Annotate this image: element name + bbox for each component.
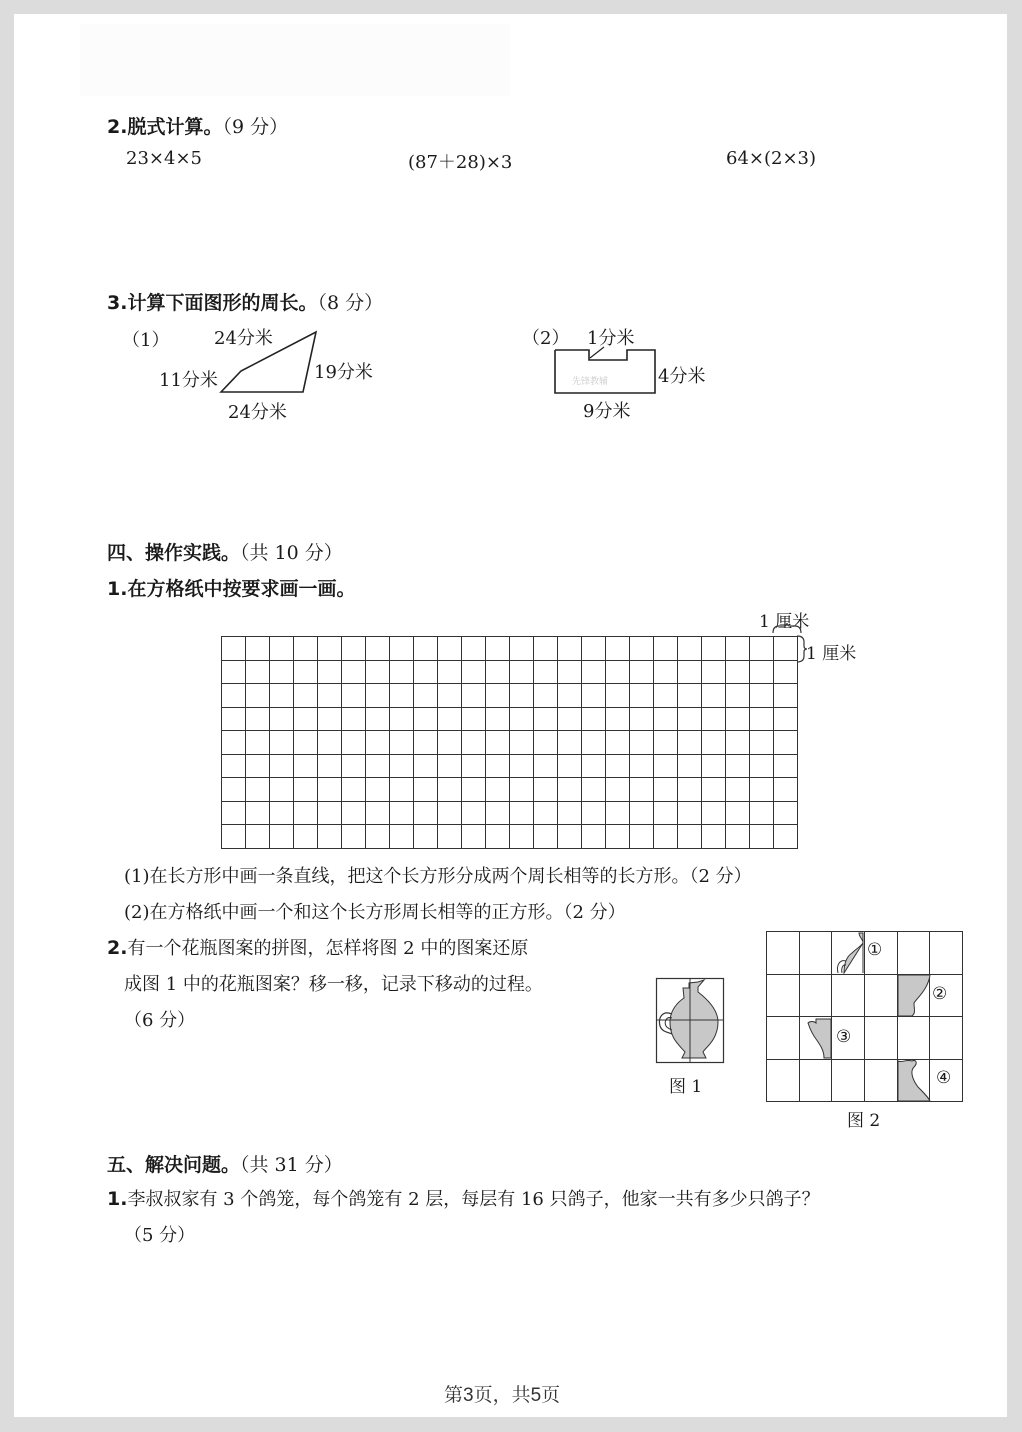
grid-cell[interactable] [462, 802, 486, 826]
grid-cell[interactable] [726, 637, 750, 661]
grid-cell[interactable] [390, 661, 414, 685]
grid-cell[interactable] [486, 661, 510, 685]
grid-cell[interactable] [774, 684, 798, 708]
grid-cell[interactable] [774, 755, 798, 779]
grid-cell[interactable] [246, 637, 270, 661]
grid-cell[interactable] [606, 778, 630, 802]
question-points: （9 分） [222, 116, 289, 138]
grid-cell[interactable] [582, 825, 606, 849]
grid-cell[interactable] [606, 825, 630, 849]
grid-cell[interactable] [678, 755, 702, 779]
section-points: （共 10 分） [240, 542, 343, 564]
grid-cell[interactable] [270, 731, 294, 755]
grid-cell[interactable] [510, 802, 534, 826]
grid-cell[interactable] [294, 661, 318, 685]
grid-cell[interactable] [390, 637, 414, 661]
grid-cell[interactable] [510, 755, 534, 779]
grid-cell[interactable] [558, 755, 582, 779]
grid-cell[interactable] [342, 661, 366, 685]
question-number: 1. [107, 1188, 128, 1210]
grid-cell[interactable] [654, 755, 678, 779]
grid-cell[interactable] [342, 778, 366, 802]
grid-cell[interactable] [678, 637, 702, 661]
grid-cell[interactable] [270, 778, 294, 802]
grid-cell[interactable] [510, 684, 534, 708]
grid-cell[interactable] [414, 825, 438, 849]
grid-cell[interactable] [294, 684, 318, 708]
fig2-bottom-length: 9分米 [583, 401, 631, 422]
grid-cell[interactable] [606, 802, 630, 826]
grid-cell[interactable] [510, 661, 534, 685]
grid-cell[interactable] [342, 825, 366, 849]
grid-cell[interactable] [414, 778, 438, 802]
grid-cell[interactable] [462, 731, 486, 755]
grid-cell[interactable] [390, 802, 414, 826]
grid-cell[interactable] [654, 802, 678, 826]
grid-cell[interactable] [342, 684, 366, 708]
grid-cell[interactable] [774, 661, 798, 685]
grid-cell[interactable] [582, 731, 606, 755]
grid-cell[interactable] [438, 802, 462, 826]
grid-cell[interactable] [462, 755, 486, 779]
grid-cell[interactable] [414, 637, 438, 661]
calc-expression-2: (87＋28)×3 [408, 152, 513, 173]
grid-cell[interactable] [342, 637, 366, 661]
fig2-label: （2） [522, 328, 570, 349]
grid-cell[interactable] [534, 731, 558, 755]
grid-cell[interactable] [294, 825, 318, 849]
grid-cell[interactable] [606, 684, 630, 708]
grid-cell[interactable] [318, 755, 342, 779]
grid-cell[interactable] [510, 778, 534, 802]
grid-cell[interactable] [486, 778, 510, 802]
fig2-right-length: 4分米 [658, 366, 706, 387]
grid-cell[interactable] [222, 802, 246, 826]
grid-cell[interactable] [750, 684, 774, 708]
worksheet-page [14, 14, 1007, 1417]
calc-expression-1: 23×4×5 [126, 148, 202, 169]
grid-cell[interactable] [774, 637, 798, 661]
grid-cell[interactable] [390, 825, 414, 849]
grid-cell[interactable] [678, 731, 702, 755]
grid-cell[interactable] [558, 802, 582, 826]
grid-cell[interactable] [582, 778, 606, 802]
grid-cell[interactable] [366, 708, 390, 732]
question-number: 2. [107, 937, 128, 959]
fig1-left-length: 11分米 [159, 370, 218, 391]
grid-cell[interactable] [630, 661, 654, 685]
figure-1-caption: 图 1 [669, 1077, 703, 1097]
grid-cell[interactable] [510, 708, 534, 732]
grid-cell[interactable] [270, 755, 294, 779]
grid-cell[interactable] [750, 661, 774, 685]
grid-cell[interactable] [342, 731, 366, 755]
grid-cell[interactable] [654, 661, 678, 685]
grid-cell[interactable] [366, 778, 390, 802]
grid-cell[interactable] [750, 778, 774, 802]
grid-cell[interactable] [654, 778, 678, 802]
grid-cell[interactable] [654, 825, 678, 849]
grid-cell[interactable] [702, 778, 726, 802]
grid-cell[interactable] [462, 661, 486, 685]
grid-cell[interactable] [270, 661, 294, 685]
grid-cell[interactable] [510, 731, 534, 755]
grid-cell[interactable] [222, 731, 246, 755]
grid-cell[interactable] [390, 708, 414, 732]
grid-cell[interactable] [534, 661, 558, 685]
grid-cell[interactable] [678, 661, 702, 685]
grid-cell[interactable] [222, 825, 246, 849]
grid-cell[interactable] [630, 637, 654, 661]
grid-cell[interactable] [318, 731, 342, 755]
grid-cell[interactable] [678, 778, 702, 802]
grid-cell[interactable] [606, 661, 630, 685]
grid-cell[interactable] [270, 684, 294, 708]
grid-cell[interactable] [534, 825, 558, 849]
s4-q2-line2: 成图 1 中的花瓶图案？移一移，记录下移动的过程。 [124, 974, 543, 995]
grid-cell[interactable] [270, 825, 294, 849]
grid-cell[interactable] [558, 778, 582, 802]
square-grid-paper[interactable] [221, 636, 798, 849]
grid-cell[interactable] [774, 708, 798, 732]
grid-cell[interactable] [246, 708, 270, 732]
grid-cell[interactable] [390, 778, 414, 802]
question-title: 脱式计算。 [127, 116, 223, 138]
grid-cell[interactable] [366, 661, 390, 685]
vase-pieces-figure-2 [766, 931, 964, 1103]
grid-cell[interactable] [318, 778, 342, 802]
grid-cell[interactable] [270, 637, 294, 661]
grid-cell[interactable] [558, 661, 582, 685]
grid-cell[interactable] [678, 825, 702, 849]
grid-cell[interactable] [318, 802, 342, 826]
grid-cell[interactable] [630, 778, 654, 802]
grid-cell[interactable] [558, 825, 582, 849]
grid-cell[interactable] [582, 661, 606, 685]
grid-cell[interactable] [438, 778, 462, 802]
grid-cell[interactable] [462, 708, 486, 732]
section5-heading [107, 1150, 343, 1177]
grid-cell[interactable] [486, 755, 510, 779]
grid-cell[interactable] [462, 684, 486, 708]
grid-cell[interactable] [558, 637, 582, 661]
grid-cell[interactable] [294, 731, 318, 755]
grid-cell[interactable] [750, 802, 774, 826]
question-number: 2. [107, 116, 128, 138]
grid-cell[interactable] [438, 637, 462, 661]
grid-cell[interactable] [750, 731, 774, 755]
grid-cell[interactable] [534, 778, 558, 802]
grid-cell[interactable] [222, 778, 246, 802]
grid-cell[interactable] [366, 731, 390, 755]
question-number: 1. [107, 578, 128, 600]
grid-cell[interactable] [246, 802, 270, 826]
grid-cell[interactable] [558, 731, 582, 755]
grid-cell[interactable] [366, 802, 390, 826]
grid-cell[interactable] [222, 708, 246, 732]
grid-cell[interactable] [270, 708, 294, 732]
grid-cell[interactable] [726, 684, 750, 708]
s4-q2-points: （6 分） [124, 1010, 196, 1031]
grid-cell[interactable] [582, 708, 606, 732]
grid-scale-vertical-label: 1 厘米 [806, 644, 857, 664]
grid-cell[interactable] [246, 731, 270, 755]
vase-figure-1 [656, 978, 726, 1066]
grid-cell[interactable] [606, 708, 630, 732]
fig1-right-length: 19分米 [314, 362, 373, 383]
grid-cell[interactable] [222, 661, 246, 685]
grid-cell[interactable] [414, 708, 438, 732]
fig1-bottom-length: 24分米 [228, 402, 287, 423]
grid-cell[interactable] [318, 684, 342, 708]
grid-cell[interactable] [438, 661, 462, 685]
grid-cell[interactable] [366, 825, 390, 849]
fig2-notch-length: 1分米 [587, 328, 635, 349]
grid-cell[interactable] [678, 684, 702, 708]
s4-q2-line1 [107, 934, 528, 960]
question-points: （8 分） [317, 292, 384, 314]
grid-cell[interactable] [702, 731, 726, 755]
grid-cell[interactable] [774, 825, 798, 849]
grid-cell[interactable] [774, 802, 798, 826]
grid-cell[interactable] [318, 661, 342, 685]
grid-cell[interactable] [774, 731, 798, 755]
grid-cell[interactable] [438, 825, 462, 849]
grid-cell[interactable] [582, 755, 606, 779]
grid-cell[interactable] [414, 731, 438, 755]
grid-cell[interactable] [246, 778, 270, 802]
grid-cell[interactable] [294, 755, 318, 779]
grid-cell[interactable] [630, 708, 654, 732]
grid-cell[interactable] [534, 755, 558, 779]
grid-cell[interactable] [558, 708, 582, 732]
grid-cell[interactable] [678, 802, 702, 826]
section-points: （共 31 分） [240, 1154, 343, 1176]
grid-cell[interactable] [486, 708, 510, 732]
grid-cell[interactable] [702, 802, 726, 826]
grid-scale-horizontal-label: 1 厘米 [759, 612, 810, 632]
grid-cell[interactable] [750, 825, 774, 849]
grid-cell[interactable] [702, 684, 726, 708]
grid-cell[interactable] [750, 708, 774, 732]
grid-cell[interactable] [606, 731, 630, 755]
grid-cell[interactable] [246, 825, 270, 849]
grid-cell[interactable] [318, 708, 342, 732]
grid-cell[interactable] [582, 802, 606, 826]
grid-cell[interactable] [342, 708, 366, 732]
grid-cell[interactable] [510, 825, 534, 849]
grid-cell[interactable] [726, 755, 750, 779]
grid-cell[interactable] [366, 755, 390, 779]
grid-cell[interactable] [486, 802, 510, 826]
grid-cell[interactable] [486, 825, 510, 849]
grid-cell[interactable] [630, 755, 654, 779]
grid-cell[interactable] [678, 708, 702, 732]
grid-cell[interactable] [558, 684, 582, 708]
grid-cell[interactable] [630, 684, 654, 708]
grid-cell[interactable] [726, 802, 750, 826]
grid-cell[interactable] [702, 637, 726, 661]
grid-cell[interactable] [702, 755, 726, 779]
grid-cell[interactable] [390, 731, 414, 755]
grid-cell[interactable] [726, 731, 750, 755]
grid-cell[interactable] [414, 684, 438, 708]
grid-cell[interactable] [654, 708, 678, 732]
grid-cell[interactable] [270, 802, 294, 826]
grid-cell[interactable] [318, 637, 342, 661]
section-title: 五、解决问题。 [107, 1154, 241, 1176]
grid-cell[interactable] [462, 778, 486, 802]
grid-cell[interactable] [726, 778, 750, 802]
grid-cell[interactable] [222, 684, 246, 708]
grid-cell[interactable] [486, 637, 510, 661]
grid-cell[interactable] [654, 684, 678, 708]
grid-cell[interactable] [414, 802, 438, 826]
piece-1-label: ① [867, 940, 883, 960]
grid-cell[interactable] [486, 684, 510, 708]
fig1-top-length: 24分米 [214, 328, 273, 349]
grid-cell[interactable] [414, 755, 438, 779]
grid-cell[interactable] [582, 684, 606, 708]
grid-cell[interactable] [438, 755, 462, 779]
grid-cell[interactable] [366, 684, 390, 708]
grid-cell[interactable] [390, 684, 414, 708]
grid-cell[interactable] [702, 661, 726, 685]
grid-cell[interactable] [294, 802, 318, 826]
piece-4-label: ④ [936, 1068, 952, 1088]
grid-cell[interactable] [414, 661, 438, 685]
watermark-text: 先锋教辅 [572, 377, 609, 387]
grid-cell[interactable] [774, 778, 798, 802]
grid-cell[interactable] [462, 825, 486, 849]
grid-cell[interactable] [654, 731, 678, 755]
grid-cell[interactable] [438, 708, 462, 732]
s4-q1-sub2: (2)在方格纸中画一个和这个长方形周长相等的正方形。（2 分） [124, 902, 626, 923]
grid-cell[interactable] [510, 637, 534, 661]
piece-2-label: ② [932, 984, 948, 1004]
question-text: 有一个花瓶图案的拼图，怎样将图 2 中的图案还原 [127, 938, 529, 959]
grid-cell[interactable] [342, 802, 366, 826]
question-title: 计算下面图形的周长。 [127, 292, 318, 314]
grid-cell[interactable] [702, 825, 726, 849]
section-title: 四、操作实践。 [107, 542, 241, 564]
question-number: 3. [107, 292, 128, 314]
grid-cell[interactable] [318, 825, 342, 849]
grid-cell[interactable] [702, 708, 726, 732]
grid-cell[interactable] [294, 708, 318, 732]
grid-cell[interactable] [534, 684, 558, 708]
grid-cell[interactable] [630, 802, 654, 826]
grid-cell[interactable] [294, 778, 318, 802]
fig1-label: （1） [122, 330, 170, 351]
piece-3-label: ③ [836, 1027, 852, 1047]
grid-cell[interactable] [246, 661, 270, 685]
grid-cell[interactable] [726, 661, 750, 685]
s5-q1-points: （5 分） [124, 1225, 196, 1246]
grid-cell[interactable] [438, 684, 462, 708]
grid-cell[interactable] [246, 755, 270, 779]
grid-cell[interactable] [222, 755, 246, 779]
grid-cell[interactable] [390, 755, 414, 779]
grid-cell[interactable] [726, 708, 750, 732]
grid-cell[interactable] [438, 731, 462, 755]
grid-cell[interactable] [606, 637, 630, 661]
grid-cell[interactable] [366, 637, 390, 661]
grid-cell[interactable] [630, 731, 654, 755]
grid-cell[interactable] [534, 802, 558, 826]
grid-cell[interactable] [654, 637, 678, 661]
s5-q1-text [107, 1185, 820, 1211]
grid-cell[interactable] [534, 637, 558, 661]
calc-expression-3: 64×(2×3) [726, 148, 817, 169]
page-indicator: 第3页，共5页 [444, 1385, 561, 1406]
grid-cell[interactable] [750, 755, 774, 779]
grid-cell[interactable] [630, 825, 654, 849]
grid-cell[interactable] [462, 637, 486, 661]
question-text: 李叔叔家有 3 个鸽笼，每个鸽笼有 2 层，每层有 16 只鸽子，他家一共有多少只鸽子？ [127, 1189, 820, 1210]
grid-cell[interactable] [294, 637, 318, 661]
grid-cell[interactable] [222, 637, 246, 661]
grid-cell[interactable] [486, 731, 510, 755]
question-title: 在方格纸中按要求画一画。 [127, 578, 356, 600]
grid-cell[interactable] [246, 684, 270, 708]
grid-cell[interactable] [534, 708, 558, 732]
grid-cell[interactable] [582, 637, 606, 661]
grid-cell[interactable] [606, 755, 630, 779]
s4-q1-sub1: (1)在长方形中画一条直线，把这个长方形分成两个周长相等的长方形。（2 分） [124, 866, 752, 887]
grid-cell[interactable] [750, 637, 774, 661]
grid-cell[interactable] [726, 825, 750, 849]
grid-cell[interactable] [342, 755, 366, 779]
figure-2-caption: 图 2 [847, 1111, 881, 1131]
